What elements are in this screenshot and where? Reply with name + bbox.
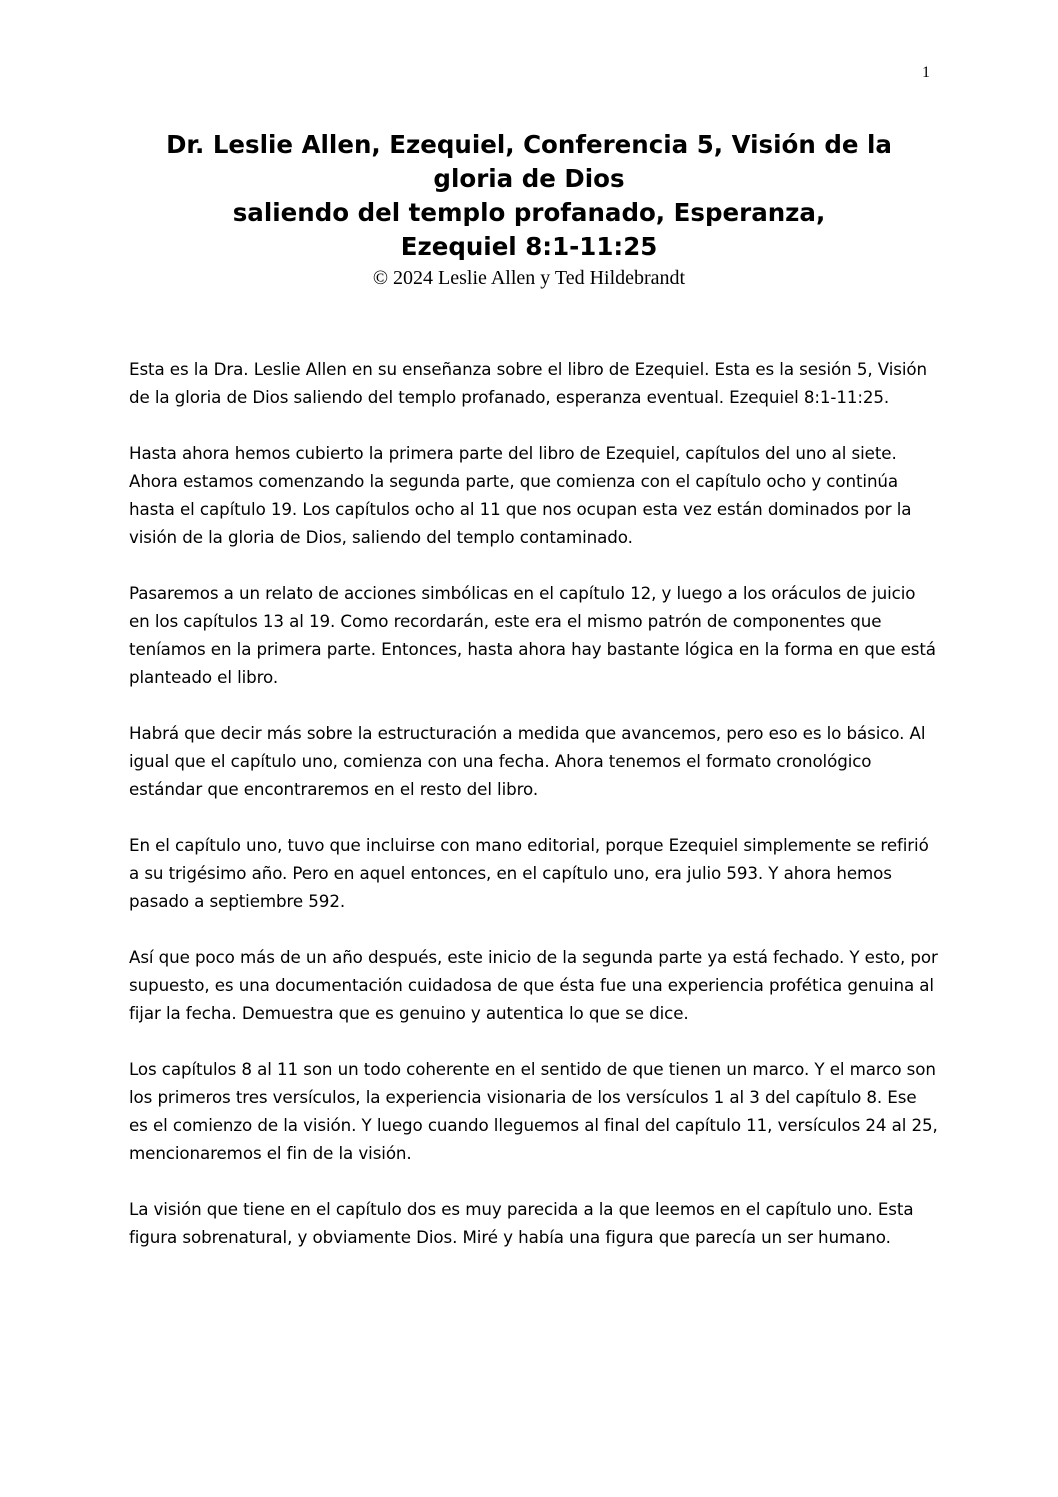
copyright-notice: © 2024 Leslie Allen y Ted Hildebrandt: [372, 267, 686, 289]
page-number: 1: [922, 64, 930, 81]
document-body: [129, 355, 939, 1279]
paragraph: Hasta ahora hemos cubierto la primera parte del libro de Ezequiel, capítulos del uno al siete. Ahora estamos comenzando la segunda parte, que comienza con el capítulo ocho y continúa hasta el capítulo 19. Los capítulos ocho al 11 que nos ocupan esta vez están dominados por la visión de la gloria de Dios, saliendo del templo contaminado.: [129, 443, 912, 547]
title-line: saliendo del templo profanado, Esperanza,: [232, 198, 826, 227]
document-title: [100, 128, 958, 290]
paragraph: Esta es la Dra. Leslie Allen en su enseñanza sobre el libro de Ezequiel. Esta es la sesión 5, Visión de la gloria de Dios saliendo del templo profanado, esperanza eventual. Ezequiel 8:1-11:25.: [129, 359, 927, 407]
title-line: gloria de Dios: [433, 164, 625, 193]
paragraph: Los capítulos 8 al 11 son un todo coherente en el sentido de que tienen un marco. Y el marco son los primeros tres versículos, la experiencia visionaria de los versículos 1 al 3 del capítulo 8. Ese es el comienzo de la visión. Y luego cuando lleguemos al final del capítulo 11, versículos 24 al 25, mencionaremos el fin de la visión.: [129, 1059, 938, 1163]
paragraph: Pasaremos a un relato de acciones simbólicas en el capítulo 12, y luego a los oráculos de juicio en los capítulos 13 al 19. Como recordarán, este era el mismo patrón de componentes que teníamos en la primera parte. Entonces, hasta ahora hay bastante lógica en la forma en que está planteado el libro.: [129, 583, 936, 687]
paragraph: Así que poco más de un año después, este inicio de la segunda parte ya está fechado. Y esto, por supuesto, es una documentación cuidadosa de que ésta fue una experiencia profética genuina al fijar la fecha. Demuestra que es genuino y autentica lo que se dice.: [129, 947, 938, 1023]
paragraph: Habrá que decir más sobre la estructuración a medida que avancemos, pero eso es lo básico. Al igual que el capítulo uno, comienza con una fecha. Ahora tenemos el formato cronológico estándar que encontraremos en el resto del libro.: [129, 723, 926, 799]
title-line: Ezequiel 8:1-11:25: [400, 232, 658, 261]
title-line: Dr. Leslie Allen, Ezequiel, Conferencia 5, Visión de la: [166, 130, 892, 159]
paragraph: En el capítulo uno, tuvo que incluirse con mano editorial, porque Ezequiel simplemente se refirió a su trigésimo año. Pero en aquel entonces, en el capítulo uno, era julio 593. Y ahora hemos pasado a septiembre 592.: [129, 835, 929, 911]
paragraph: La visión que tiene en el capítulo dos es muy parecida a la que leemos en el capítulo uno. Esta figura sobrenatural, y obviamente Dios. Miré y había una figura que parecía un ser humano.: [129, 1199, 914, 1247]
